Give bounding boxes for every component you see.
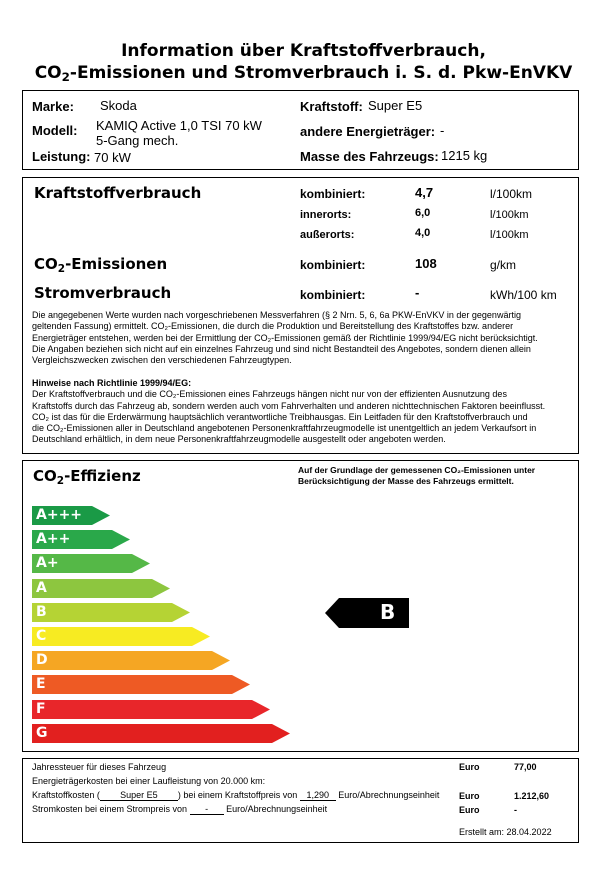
jahressteuer-label: Jahressteuer für dieses Fahrzeug	[32, 762, 167, 772]
efficiency-arrow-c	[32, 627, 210, 646]
leistung-label: Leistung:	[32, 149, 91, 164]
efficiency-arrow-e	[32, 675, 250, 694]
efficiency-arrow-b	[32, 603, 190, 622]
efficiency-grade-label: G	[36, 725, 48, 741]
innerorts-value: 6,0	[415, 207, 431, 219]
rating-label: B	[380, 600, 396, 624]
rating-arrow	[325, 598, 409, 628]
masse-label: Masse des Fahrzeugs:	[300, 149, 439, 164]
innerorts-unit: l/100km	[490, 209, 529, 221]
ausserorts-label: außerorts:	[300, 229, 355, 241]
stromkosten-value: -	[514, 805, 517, 815]
jahressteuer-value: 77,00	[514, 762, 537, 772]
stromverbrauch-heading: Stromverbrauch	[34, 284, 172, 302]
stromkosten-currency: Euro	[459, 805, 480, 815]
andere-energietraeger-value: -	[440, 123, 445, 138]
legal-notes-paragraph-2: Hinweise nach Richtlinie 1999/94/EG: Der Kraftstoffverbrauch und die CO₂-Emissionen eines Fahrzeugs hängen nicht nur von der effizienten Ausnutzung des Kraftstoffs durch das Fahrzeug ab, sondern werden auch vom Fahrverhalten und anderen nichttechnischen Faktoren beeinflusst. CO₂ ist das für die Erderwärmung hauptsächlich verantwortliche Treibhausgas. Ein Leitfaden für den Kraftstoffverbrauch und die CO₂-Emissionen aller in Deutschland angebotenen Personenkraftfahrzeugmodelle ist unentgeltlich an jedem Verkaufsort in Deutschland erhältlich, in dem neue Personenkraftfahrzeugmodelle ausgestellt oder angeboten werden.	[32, 378, 546, 445]
efficiency-grade-label: A+++	[36, 507, 83, 523]
co2-kombiniert-value: 108	[415, 256, 437, 271]
efficiency-arrow-f	[32, 700, 270, 719]
efficiency-grade-label: A++	[36, 531, 71, 547]
marke-label: Marke:	[32, 99, 74, 114]
kraftstoff-label: Kraftstoff:	[300, 99, 363, 114]
innerorts-label: innerorts:	[300, 209, 352, 221]
jahressteuer-currency: Euro	[459, 762, 480, 772]
efficiency-note: Auf der Grundlage der gemessenen CO₂-Emissionen unter Berücksichtigung der Masse des Fahrzeugs ermittelt.	[298, 465, 536, 486]
co2-kombiniert-label: kombiniert:	[300, 258, 366, 272]
strom-kombiniert-label: kombiniert:	[300, 288, 366, 302]
page-title-line2: $CO_2$-Emissionen und Stromverbrauch i. S. d. Pkw-EnVKV	[34, 63, 573, 84]
kombiniert-unit: l/100km	[490, 187, 533, 201]
strompreis: -	[190, 804, 224, 815]
efficiency-arrow-a	[32, 579, 170, 598]
efficiency-grade-label: E	[36, 676, 46, 692]
modell-label: Modell:	[32, 123, 78, 138]
co2-kombiniert-unit: g/km	[490, 258, 517, 272]
legal-notes-paragraph-1: Die angegebenen Werte wurden nach vorgeschriebenen Messverfahren (§ 2 Nrn. 5, 6, 6a PKW-EnVKV in der gegenwärtig geltenden Fassung) ermittelt. CO₂-Emissionen, die durch die Produktion und Bereitstellung des Kraftstoffes bzw. anderer Energieträger entstehen, werden bei der Ermittlung der CO₂-Emissionen gemäß der Richtlinie 1999/94/EG nicht berücksichtigt. Die Angaben beziehen sich nicht auf ein einzelnes Fahrzeug und sind nicht Bestandteil des Angebotes, sondern dienen allein Vergleichszwecken zwischen den verschiedenen Fahrzeugtypen.	[32, 310, 538, 366]
efficiency-grade-label: A+	[36, 555, 59, 571]
erstellt-am: Erstellt am: 28.04.2022	[459, 827, 552, 837]
kraftstoffkosten-value: 1.212,60	[514, 791, 550, 801]
efficiency-grade-label: B	[36, 604, 47, 620]
kraftstoffkosten-fuel: Super E5	[100, 790, 178, 801]
strom-kombiniert-value: -	[415, 285, 420, 300]
kraftstoffpreis: 1,290	[300, 790, 336, 801]
leistung-value: 70 kW	[94, 150, 131, 165]
co2-emissionen-heading: $CO_2$-Emissionen	[34, 255, 168, 275]
marke-value: Skoda	[100, 98, 137, 113]
kraftstoff-value: Super E5	[368, 98, 423, 113]
stromkosten-line: Stromkosten bei einem Strompreis von - Euro/Abrechnungseinheit	[32, 804, 328, 814]
efficiency-arrow-d	[32, 651, 230, 670]
efficiency-grade-label: F	[36, 701, 46, 717]
andere-energietraeger-label: andere Energieträger:	[300, 124, 436, 139]
strom-kombiniert-unit: kWh/100 km	[490, 288, 557, 302]
kraftstoffverbrauch-heading: Kraftstoffverbrauch	[34, 184, 202, 202]
kombiniert-value: 4,7	[415, 185, 434, 200]
ausserorts-value: 4,0	[415, 227, 431, 239]
page-title-line1: Information über Kraftstoffverbrauch,	[121, 41, 486, 61]
kombiniert-label: kombiniert:	[300, 187, 366, 201]
co2-effizienz-heading: $CO_2$-Effizienz	[33, 467, 141, 487]
efficiency-grade-label: D	[36, 652, 48, 668]
kraftstoffkosten-currency: Euro	[459, 791, 480, 801]
ausserorts-unit: l/100km	[490, 229, 529, 241]
efficiency-grade-label: C	[36, 628, 47, 644]
energietraegerkosten-label: Energieträgerkosten bei einer Laufleistung von 20.000 km:	[32, 776, 266, 786]
modell-value-2: 5-Gang mech.	[96, 133, 179, 148]
masse-value: 1215 kg	[441, 148, 488, 163]
efficiency-arrow-g	[32, 724, 290, 743]
modell-value-1: KAMIQ Active 1,0 TSI 70 kW	[96, 118, 262, 133]
kraftstoffkosten-line: Kraftstoffkosten ( Super E5 ) bei einem Kraftstoffpreis von 1,290 Euro/Abrechnungseinheit	[32, 790, 440, 800]
efficiency-grade-label: A	[36, 580, 47, 596]
